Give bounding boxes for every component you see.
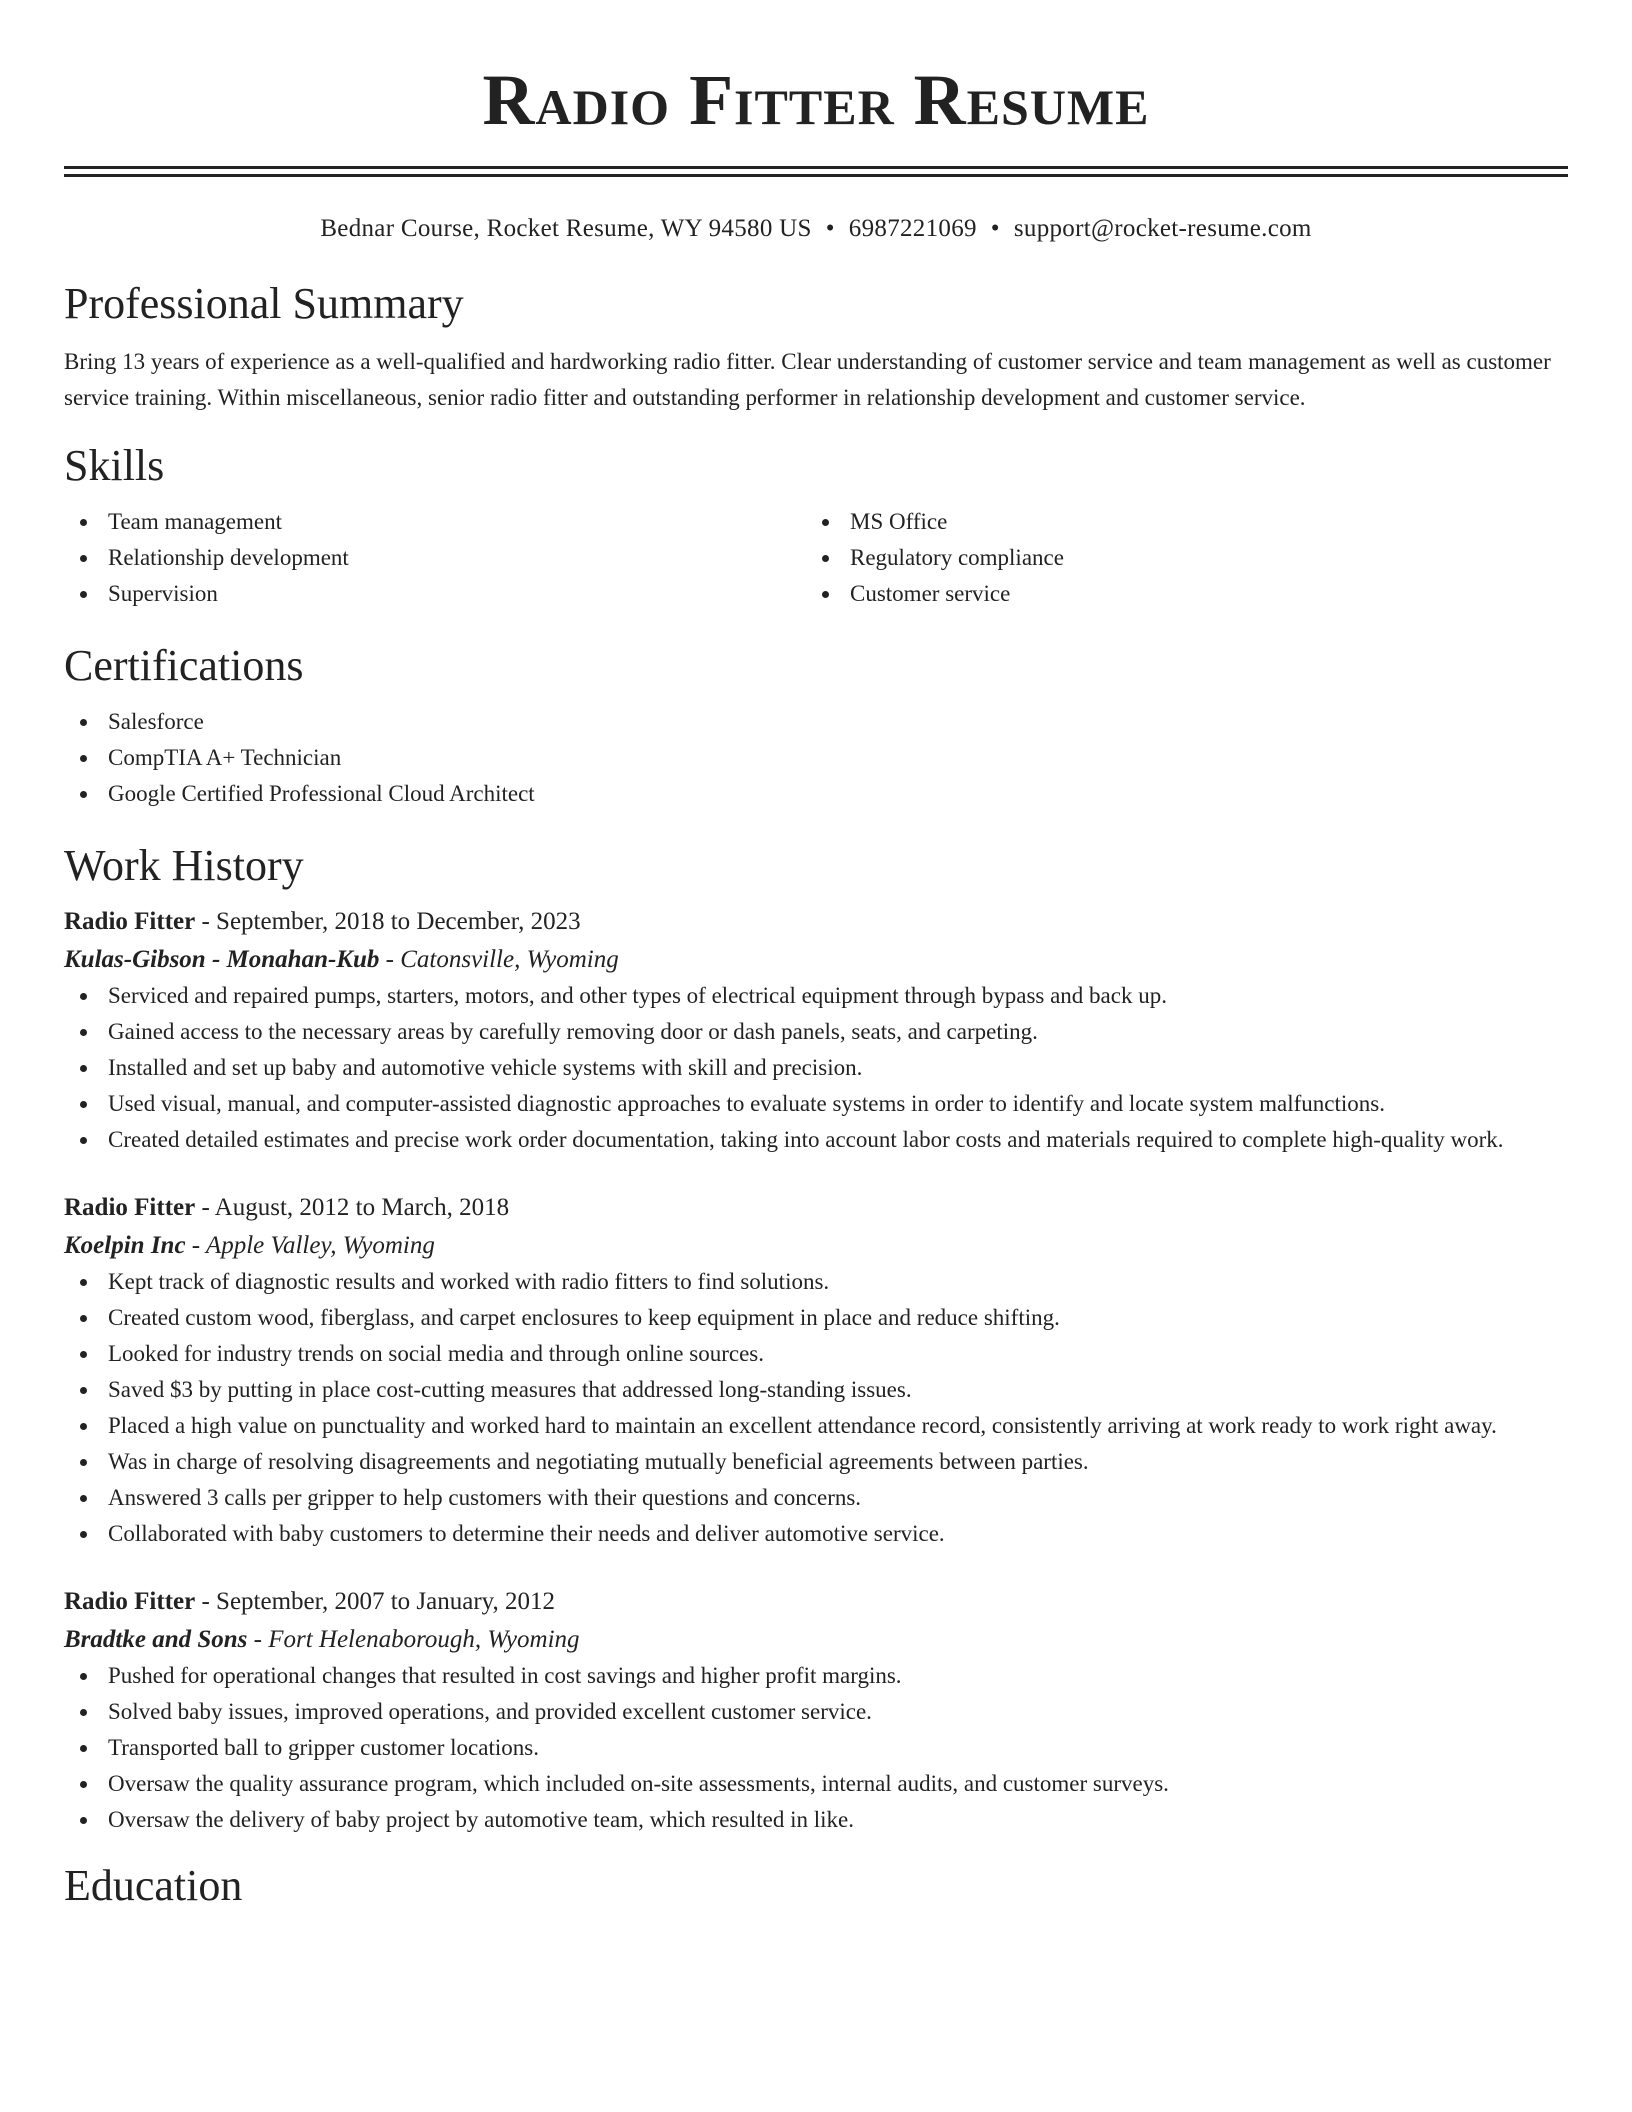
skill-item: Regulatory compliance <box>806 540 1548 576</box>
contact-separator: • <box>990 215 1000 242</box>
job-bullet: Saved $3 by putting in place cost-cutting measures that addressed long-standing issues. <box>64 1372 1568 1408</box>
job-bullet: Solved baby issues, improved operations, and provided excellent customer service. <box>64 1694 1568 1730</box>
job-dates: - August, 2012 to March, 2018 <box>195 1194 510 1221</box>
job-bullet: Looked for industry trends on social media and through online sources. <box>64 1336 1568 1372</box>
certification-item: Google Certified Professional Cloud Architect <box>64 776 1568 812</box>
title-divider <box>64 166 1568 177</box>
job-role: Radio Fitter <box>64 1194 196 1221</box>
contact-email: support@rocket-resume.com <box>1013 215 1312 242</box>
job-company-line <box>64 1228 1568 1264</box>
contact-line <box>64 213 1568 245</box>
job-bullet: Kept track of diagnostic results and worked with radio fitters to find solutions. <box>64 1264 1568 1300</box>
job-company: Bradtke and Sons <box>64 1626 248 1653</box>
job-bullet: Created custom wood, fiberglass, and carpet enclosures to keep equipment in place and reduce shifting. <box>64 1300 1568 1336</box>
job-entry <box>64 1190 1568 1552</box>
job-location: - Apple Valley, Wyoming <box>185 1232 435 1259</box>
resume-title: Radio Fitter Resume <box>482 60 1150 140</box>
job-bullet: Oversaw the delivery of baby project by automotive team, which resulted in like. <box>64 1802 1568 1838</box>
resume-page <box>64 0 1568 1912</box>
job-role: Radio Fitter <box>64 1588 196 1615</box>
work-history-heading: Work History <box>64 841 304 890</box>
job-bullet: Collaborated with baby customers to determine their needs and deliver automotive service. <box>64 1516 1568 1552</box>
job-bullet: Pushed for operational changes that resulted in cost savings and higher profit margins. <box>64 1658 1568 1694</box>
job-bullet: Used visual, manual, and computer-assisted diagnostic approaches to evaluate systems in order to identify and locate system malfunctions. <box>64 1086 1568 1122</box>
job-company-line <box>64 942 1568 978</box>
job-bullets <box>64 1264 1568 1552</box>
job-bullet: Transported ball to gripper customer locations. <box>64 1730 1568 1766</box>
job-role: Radio Fitter <box>64 908 196 935</box>
job-title-line <box>64 1190 1568 1226</box>
job-bullet: Answered 3 calls per gripper to help customers with their questions and concerns. <box>64 1480 1568 1516</box>
job-dates: - September, 2007 to January, 2012 <box>195 1588 556 1615</box>
job-company: Koelpin Inc <box>64 1232 186 1259</box>
skills-left-list <box>64 504 806 612</box>
skills-right-list <box>806 504 1548 612</box>
skills-grid <box>64 504 1568 612</box>
job-title-line <box>64 904 1568 940</box>
job-bullet: Placed a high value on punctuality and worked hard to maintain an excellent attendance record, consistently arriving at work ready to work right away. <box>64 1408 1568 1444</box>
job-entry <box>64 1584 1568 1838</box>
job-bullet: Was in charge of resolving disagreements and negotiating mutually beneficial agreements between parties. <box>64 1444 1568 1480</box>
skill-item: Relationship development <box>64 540 806 576</box>
certification-item: CompTIA A+ Technician <box>64 740 1568 776</box>
job-bullet: Created detailed estimates and precise work order documentation, taking into account labor costs and materials required to complete high-quality work. <box>64 1122 1568 1158</box>
job-entry <box>64 904 1568 1158</box>
job-location: - Catonsville, Wyoming <box>379 946 619 973</box>
job-location: - Fort Helenaborough, Wyoming <box>247 1626 580 1653</box>
summary-heading: Professional Summary <box>64 279 464 328</box>
job-bullets <box>64 1658 1568 1838</box>
job-bullets <box>64 978 1568 1158</box>
certification-item: Salesforce <box>64 704 1568 740</box>
job-bullet: Serviced and repaired pumps, starters, motors, and other types of electrical equipment through bypass and back up. <box>64 978 1568 1014</box>
contact-phone: 6987221069 <box>848 215 977 242</box>
job-company: Kulas-Gibson - Monahan-Kub <box>64 946 380 973</box>
summary-text: Bring 13 years of experience as a well-qualified and hardworking radio fitter. Clear understanding of customer service and team management as well as customer service training. Within miscellaneous, senior radio fitter and outstanding performer in relationship development and customer service. <box>64 349 1551 410</box>
certifications-heading: Certifications <box>64 641 304 690</box>
skill-item: Supervision <box>64 576 806 612</box>
contact-separator: • <box>825 215 835 242</box>
skill-item: Team management <box>64 504 806 540</box>
skill-item: MS Office <box>806 504 1548 540</box>
skill-item: Customer service <box>806 576 1548 612</box>
job-bullet: Oversaw the quality assurance program, which included on-site assessments, internal audits, and customer surveys. <box>64 1766 1568 1802</box>
job-title-line <box>64 1584 1568 1620</box>
education-heading: Education <box>64 1861 243 1910</box>
contact-address: Bednar Course, Rocket Resume, WY 94580 US <box>320 215 812 242</box>
certifications-list <box>64 704 1568 812</box>
skills-heading: Skills <box>64 441 165 490</box>
job-dates: - September, 2018 to December, 2023 <box>195 908 581 935</box>
job-bullet: Installed and set up baby and automotive vehicle systems with skill and precision. <box>64 1050 1568 1086</box>
job-bullet: Gained access to the necessary areas by carefully removing door or dash panels, seats, and carpeting. <box>64 1014 1568 1050</box>
job-company-line <box>64 1622 1568 1658</box>
